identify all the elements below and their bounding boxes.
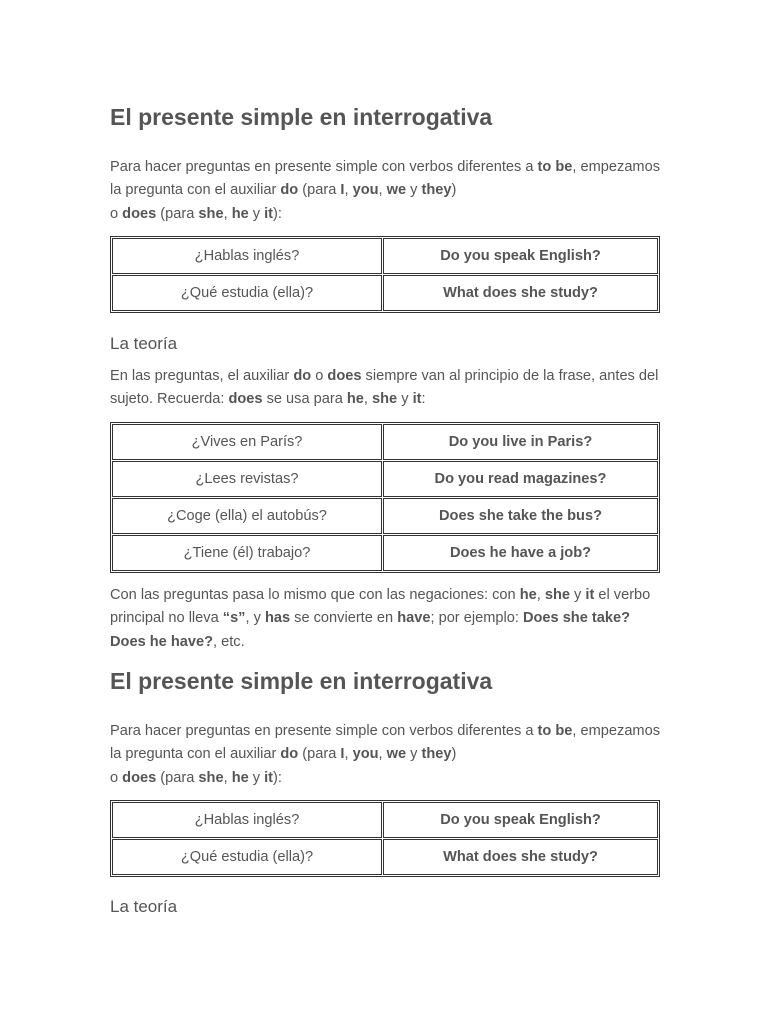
text-run: o xyxy=(110,769,123,786)
english-cell: Do you speak English? xyxy=(383,802,658,838)
section-title-repeat: El presente simple en interrogativa xyxy=(110,668,493,694)
text-run: : xyxy=(421,391,426,408)
spanish-cell: ¿Tiene (él) trabajo? xyxy=(112,535,382,571)
english-cell: What does she study? xyxy=(383,275,658,311)
bold-term: Does she take? Does he have? xyxy=(110,610,631,650)
theory-paragraph xyxy=(110,365,660,412)
table-row xyxy=(112,535,658,571)
text-run: (para xyxy=(298,746,341,763)
text-run: y xyxy=(569,587,586,603)
english-cell: Do you read magazines? xyxy=(383,461,658,497)
text-run: se usa para xyxy=(262,391,347,408)
spanish-cell: ¿Qué estudia (ella)? xyxy=(112,275,382,311)
text-run: ): xyxy=(273,205,282,222)
examples-table-repeat xyxy=(110,800,660,877)
spanish-cell: ¿Vives en París? xyxy=(112,424,382,460)
text-run: , xyxy=(378,182,387,199)
english-cell: What does she study? xyxy=(383,839,658,875)
bold-term: do xyxy=(280,182,299,199)
bold-term: has xyxy=(264,610,291,627)
bold-term: she xyxy=(198,205,224,222)
bold-term: I xyxy=(340,182,345,199)
text-run: Para hacer preguntas en presente simple con verbos diferentes a xyxy=(110,159,538,175)
table-row xyxy=(112,424,658,460)
bold-term: you xyxy=(352,746,379,763)
text-run: , xyxy=(344,746,353,763)
spanish-cell: ¿Hablas inglés? xyxy=(112,802,382,838)
bold-term: does xyxy=(228,391,263,408)
bold-term: to be xyxy=(537,159,573,175)
text-run: , xyxy=(378,746,387,763)
bold-term: she xyxy=(544,587,570,603)
text-run: y xyxy=(397,391,413,408)
spanish-cell: ¿Coge (ella) el autobús? xyxy=(112,498,382,534)
text-run: , empezamos la pregunta con el auxiliar xyxy=(110,723,661,763)
table-row xyxy=(112,461,658,497)
text-run: y xyxy=(406,746,422,763)
bold-term: we xyxy=(386,746,407,763)
text-run: (para xyxy=(156,205,199,222)
text-run: ; por ejemplo: xyxy=(430,610,523,627)
text-run: , xyxy=(536,587,545,603)
text-run: , empezamos la pregunta con el auxiliar xyxy=(110,159,661,199)
intro-paragraph xyxy=(110,156,660,226)
bold-term: she xyxy=(198,769,224,786)
text-run: Con las preguntas pasa lo mismo que con las negaciones: con xyxy=(110,587,520,603)
english-cell: Do you speak English? xyxy=(383,238,658,274)
bold-term: he xyxy=(346,391,364,408)
spanish-cell: ¿Qué estudia (ella)? xyxy=(112,839,382,875)
bold-term: it xyxy=(264,205,274,222)
theory-examples-table xyxy=(110,422,660,573)
text-run: , xyxy=(363,391,373,408)
examples-table xyxy=(110,236,660,313)
bold-term: “s” xyxy=(222,610,246,627)
section-title: El presente simple en interrogativa xyxy=(110,104,493,130)
table-row xyxy=(112,498,658,534)
text-run: siempre van al principio de la frase, antes del sujeto. Recuerda: xyxy=(110,368,659,408)
text-run: (para xyxy=(156,769,199,786)
bold-term: does xyxy=(327,368,362,384)
spanish-cell: ¿Hablas inglés? xyxy=(112,238,382,274)
text-run: o xyxy=(311,368,328,384)
text-run: se convierte en xyxy=(290,610,398,627)
bold-term: she xyxy=(372,391,398,408)
text-run: , y xyxy=(245,610,265,627)
text-run: , xyxy=(223,205,232,222)
bold-term: he xyxy=(231,205,249,222)
spanish-cell: ¿Lees revistas? xyxy=(112,461,382,497)
bold-term: have xyxy=(397,610,431,627)
text-run: ) xyxy=(451,746,457,763)
text-run: ) xyxy=(451,182,457,199)
bold-term: it xyxy=(412,391,422,408)
bold-term: do xyxy=(280,746,299,763)
text-run: y xyxy=(248,205,265,222)
text-run: En las preguntas, el auxiliar xyxy=(110,368,294,384)
bold-term: does xyxy=(122,769,157,786)
bold-term: they xyxy=(421,182,452,199)
bold-term: to be xyxy=(537,723,573,739)
text-run: , xyxy=(223,769,232,786)
bold-term: do xyxy=(293,368,312,384)
bold-term: we xyxy=(386,182,407,199)
english-cell: Does she take the bus? xyxy=(383,498,658,534)
theory-heading-repeat: La teoría xyxy=(110,897,178,916)
text-run: y xyxy=(406,182,422,199)
bold-term: I xyxy=(340,746,345,763)
table-row xyxy=(112,238,658,274)
text-run: , etc. xyxy=(213,633,245,650)
english-cell: Do you live in Paris? xyxy=(383,424,658,460)
text-run: el verbo principal no lleva xyxy=(110,587,651,627)
bold-term: does xyxy=(122,205,157,222)
table-row xyxy=(112,802,658,838)
table-row xyxy=(112,275,658,311)
bold-term: he xyxy=(231,769,249,786)
bold-term: it xyxy=(264,769,274,786)
english-cell: Does he have a job? xyxy=(383,535,658,571)
text-run: , xyxy=(344,182,353,199)
bold-term: you xyxy=(352,182,379,199)
bold-term: it xyxy=(585,587,595,603)
bold-term: they xyxy=(421,746,452,763)
text-run: o xyxy=(110,205,123,222)
table-row xyxy=(112,839,658,875)
bold-term: he xyxy=(519,587,537,603)
text-run: (para xyxy=(298,182,341,199)
text-run: Para hacer preguntas en presente simple con verbos diferentes a xyxy=(110,723,538,739)
theory-heading: La teoría xyxy=(110,334,178,353)
note-paragraph xyxy=(110,584,660,654)
text-run: y xyxy=(248,769,265,786)
intro-paragraph-repeat xyxy=(110,720,660,790)
text-run: ): xyxy=(273,769,282,786)
